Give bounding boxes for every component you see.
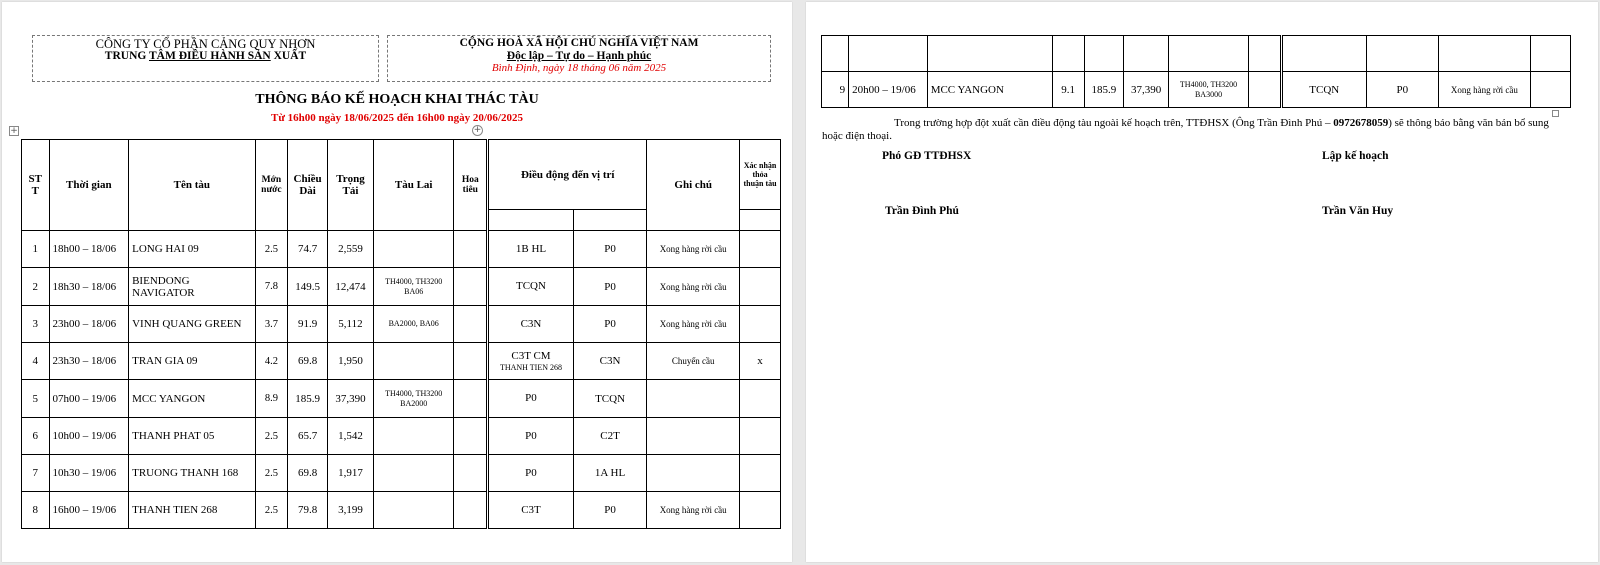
- cell-pos2: P0: [573, 231, 646, 268]
- cell-stt: 7: [22, 455, 50, 492]
- cell-stt: 1: [22, 231, 50, 268]
- cell-length: 65.7: [288, 418, 328, 455]
- cell-time: 23h00 – 18/06: [49, 306, 129, 343]
- cell-stt: 3: [22, 306, 50, 343]
- cell-length: 149.5: [288, 268, 328, 306]
- cell-tug: BA2000, BA06: [373, 306, 454, 343]
- signature-left-name: Trần Đình Phú: [885, 205, 959, 217]
- cell-ship: TRAN GIA 09: [129, 343, 255, 380]
- cell-pos2: C3N: [573, 343, 646, 380]
- cell-draft: 2.5: [255, 492, 288, 529]
- cell-time: 07h00 – 19/06: [49, 380, 129, 418]
- cell-ship: THANH PHAT 05: [129, 418, 255, 455]
- document-subtitle: Từ 16h00 ngày 18/06/2025 đến 16h00 ngày 20/06/2025: [270, 112, 523, 124]
- cell-confirm: [740, 455, 781, 492]
- cell-pos1: TCQN: [488, 268, 574, 306]
- cell-draft: 8.9: [255, 380, 288, 418]
- cell-tonnage: 2,559: [328, 231, 374, 268]
- cell-stt: 2: [22, 268, 50, 306]
- country-name: CỘNG HOÀ XÃ HỘI CHỦ NGHĨA VIỆT NAM: [459, 37, 699, 49]
- signature-left-title: Phó GĐ TTĐHSX: [882, 150, 972, 162]
- cell-stt: 4: [22, 343, 50, 380]
- header-ship: Tên tàu: [129, 140, 255, 231]
- cell-pilot: [454, 380, 488, 418]
- cell-tug: [373, 231, 454, 268]
- ship-schedule-table-continued: [821, 35, 1571, 108]
- cell-ship: VINH QUANG GREEN: [129, 306, 255, 343]
- header-tonnage: Trọng Tải: [328, 140, 374, 231]
- company-header: [32, 35, 379, 82]
- cell-pilot: [454, 492, 488, 529]
- contact-phone: 0972678059: [1333, 117, 1389, 129]
- cell-tonnage: 1,542: [328, 418, 374, 455]
- table-row: [22, 231, 781, 268]
- cell-draft: 7.8: [255, 268, 288, 306]
- cell-time: 10h30 – 19/06: [49, 455, 129, 492]
- cell-confirm: x: [740, 343, 781, 380]
- cell-length: 185.9: [288, 380, 328, 418]
- cell-tonnage: 12,474: [328, 268, 374, 306]
- cell-pilot: [454, 343, 488, 380]
- cell-tonnage: 1,917: [328, 455, 374, 492]
- cell-pilot: [454, 455, 488, 492]
- cell-tonnage: 3,199: [328, 492, 374, 529]
- header-from: [488, 210, 574, 231]
- company-name: CÔNG TY CỔ PHẦN CẢNG QUY NHƠN: [95, 37, 316, 51]
- cell-tug: [373, 418, 454, 455]
- cell-pilot: [454, 268, 488, 306]
- cell-tonnage: 1,950: [328, 343, 374, 380]
- cell-tonnage: 37,390: [328, 380, 374, 418]
- cell-confirm: [740, 231, 781, 268]
- cell-time: 10h00 – 19/06: [49, 418, 129, 455]
- cell-note: Xong hàng rời cầu: [647, 492, 740, 529]
- document-title: THÔNG BÁO KẾ HOẠCH KHAI THÁC TÀU: [255, 92, 539, 107]
- continued-header-row: [822, 36, 1571, 72]
- cell-note: Xong hàng rời cầu: [647, 231, 740, 268]
- table-row: [22, 492, 781, 529]
- cell-pos1: P0: [488, 380, 574, 418]
- table-row: [22, 306, 781, 343]
- header-length: Chiều Dài: [288, 140, 328, 231]
- document-page-2: [806, 2, 1598, 562]
- cell-draft: 2.5: [255, 418, 288, 455]
- cell-length: 69.8: [288, 343, 328, 380]
- cell-pos1: P0: [488, 418, 574, 455]
- cell-confirm: [740, 418, 781, 455]
- cell-tug: TH4000, TH3200 BA2000: [373, 380, 454, 418]
- header-stt: ST T: [22, 140, 50, 231]
- cell-confirm: [740, 268, 781, 306]
- cell-draft: 3.7: [255, 306, 288, 343]
- cell-length: 74.7: [288, 231, 328, 268]
- table-row: [22, 343, 781, 380]
- cell-note: Chuyển cầu: [647, 343, 740, 380]
- signature-right-title: Lập kế hoạch: [1322, 150, 1389, 162]
- header-time: Thời gian: [49, 140, 129, 231]
- cell-pos2: 1A HL: [573, 455, 646, 492]
- cell-ship: LONG HAI 09: [129, 231, 255, 268]
- cell-note: [647, 380, 740, 418]
- table-row: [22, 380, 781, 418]
- cell-stt: 5: [22, 380, 50, 418]
- cell-tonnage: 5,112: [328, 306, 374, 343]
- cell-confirm: [740, 380, 781, 418]
- header-pilot: Hoa tiêu: [454, 140, 488, 231]
- cell-note: Xong hàng rời cầu: [647, 306, 740, 343]
- header-to: [573, 210, 646, 231]
- header-position: Điều động đến vị trí: [488, 140, 647, 210]
- cell-pos1: C3T: [488, 492, 574, 529]
- header-tug: Tàu Lai: [373, 140, 454, 231]
- cell-time: 18h30 – 18/06: [49, 268, 129, 306]
- cell-stt: 6: [22, 418, 50, 455]
- cell-pos2: P0: [573, 492, 646, 529]
- cell-ship: THANH TIEN 268: [129, 492, 255, 529]
- header-confirm-sub: [740, 210, 781, 231]
- cell-time: 18h00 – 18/06: [49, 231, 129, 268]
- cell-ship: MCC YANGON: [129, 380, 255, 418]
- cell-time: 16h00 – 19/06: [49, 492, 129, 529]
- cell-length: 79.8: [288, 492, 328, 529]
- cell-time: 23h30 – 18/06: [49, 343, 129, 380]
- cell-pilot: [454, 418, 488, 455]
- document-page-1: [2, 2, 792, 562]
- cell-pos1: 1B HL: [488, 231, 574, 268]
- cell-pos2: P0: [573, 268, 646, 306]
- cell-length: 91.9: [288, 306, 328, 343]
- cell-tug: TH4000, TH3200 BA06: [373, 268, 454, 306]
- cell-ship: BIENDONG NAVIGATOR: [129, 268, 255, 306]
- cell-pos1: P0: [488, 455, 574, 492]
- motto: Độc lập – Tự do – Hạnh phúc: [506, 50, 652, 62]
- ship-schedule-table: [21, 139, 781, 529]
- national-header: [387, 35, 771, 82]
- table-header-row: [22, 140, 781, 210]
- signature-right-name: Trần Văn Huy: [1322, 205, 1394, 217]
- cell-pos1: C3T CM THANH TIEN 268: [488, 343, 574, 380]
- cell-ship: TRUONG THANH 168: [129, 455, 255, 492]
- cell-stt: 8: [22, 492, 50, 529]
- table-move-handle-icon[interactable]: +: [10, 126, 18, 136]
- insert-column-icon[interactable]: +: [473, 125, 482, 135]
- cell-length: 69.8: [288, 455, 328, 492]
- table-row-9: 9 20h00 – 19/06 MCC YANGON 9.1 185.9 37,390 TH4000, TH3200 BA3000 TCQN P0 Xong hàng rời cầu: [822, 72, 1571, 108]
- note-paragraph: Trong trường hợp đột xuất cần điều động tàu ngoài kế hoạch trên, TTĐHSX (Ông Trần Đình Phú – 0972678059) sẽ thông báo bằng văn bản bổ sung hoặc điện thoại.: [822, 117, 1549, 142]
- cell-confirm: [740, 492, 781, 529]
- table-row: [22, 418, 781, 455]
- cell-note: [647, 455, 740, 492]
- table-resize-handle-icon[interactable]: [1552, 110, 1559, 117]
- table-row: [22, 455, 781, 492]
- cell-tug: [373, 492, 454, 529]
- cell-pos2: TCQN: [573, 380, 646, 418]
- header-confirm: Xác nhận thỏa thuận tàu: [740, 140, 781, 210]
- cell-pos2: C2T: [573, 418, 646, 455]
- cell-draft: 2.5: [255, 231, 288, 268]
- cell-note: Xong hàng rời cầu: [647, 268, 740, 306]
- cell-draft: 4.2: [255, 343, 288, 380]
- cell-pos1: C3N: [488, 306, 574, 343]
- cell-tug: [373, 343, 454, 380]
- cell-confirm: [740, 306, 781, 343]
- cell-tug: [373, 455, 454, 492]
- table-row: [22, 268, 781, 306]
- cell-pos2: P0: [573, 306, 646, 343]
- header-draft: Mớn nước: [255, 140, 288, 231]
- header-note: Ghi chú: [647, 140, 740, 231]
- cell-pilot: [454, 306, 488, 343]
- cell-draft: 2.5: [255, 455, 288, 492]
- department-name: TRUNG TÂM ĐIỀU HÀNH SẢN XUẤT: [104, 50, 307, 62]
- place-date: Bình Định, ngày 18 tháng 06 năm 2025: [491, 62, 667, 74]
- cell-note: [647, 418, 740, 455]
- cell-pilot: [454, 231, 488, 268]
